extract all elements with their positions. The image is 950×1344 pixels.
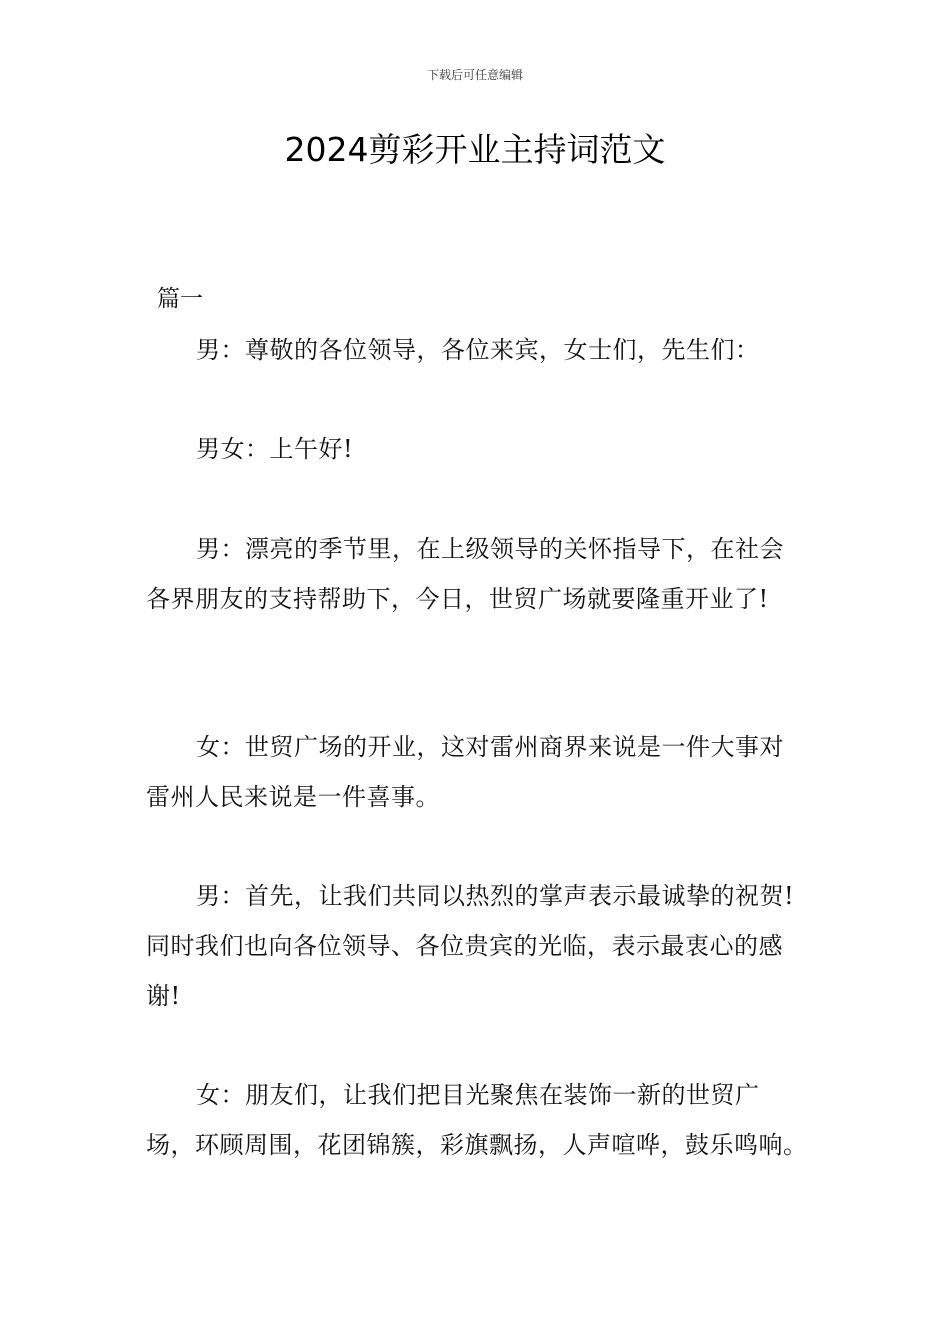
paragraph-2: 男女：上午好! (196, 435, 354, 463)
paragraph-6: 女：朋友们，让我们把目光聚焦在装饰一新的世贸广场，环顾周围，花团锦簇，彩旗飘扬，人声喧哗，鼓乐鸣响。 (146, 1081, 808, 1159)
paragraph-1: 男：尊敬的各位领导，各位来宾，女士们，先生们： (196, 336, 760, 364)
document-title: 2024剪彩开业主持词范文 (284, 130, 666, 169)
paragraph-3: 男：漂亮的季节里，在上级领导的关怀指导下，在社会各界朋友的支持帮助下，今日，世贸广场就要隆重开业了! (146, 535, 784, 613)
header-note: 下载后可任意编辑 (426, 68, 523, 82)
paragraph-5: 男：首先，让我们共同以热烈的掌声表示最诚挚的祝贺!同时我们也向各位领导、各位贵宾的光临，表示最衷心的感谢! (146, 882, 795, 1010)
paragraph-4: 女：世贸广场的开业，这对雷州商界来说是一件大事对雷州人民来说是一件喜事。 (146, 733, 784, 811)
section-label: 篇一 (157, 286, 203, 312)
